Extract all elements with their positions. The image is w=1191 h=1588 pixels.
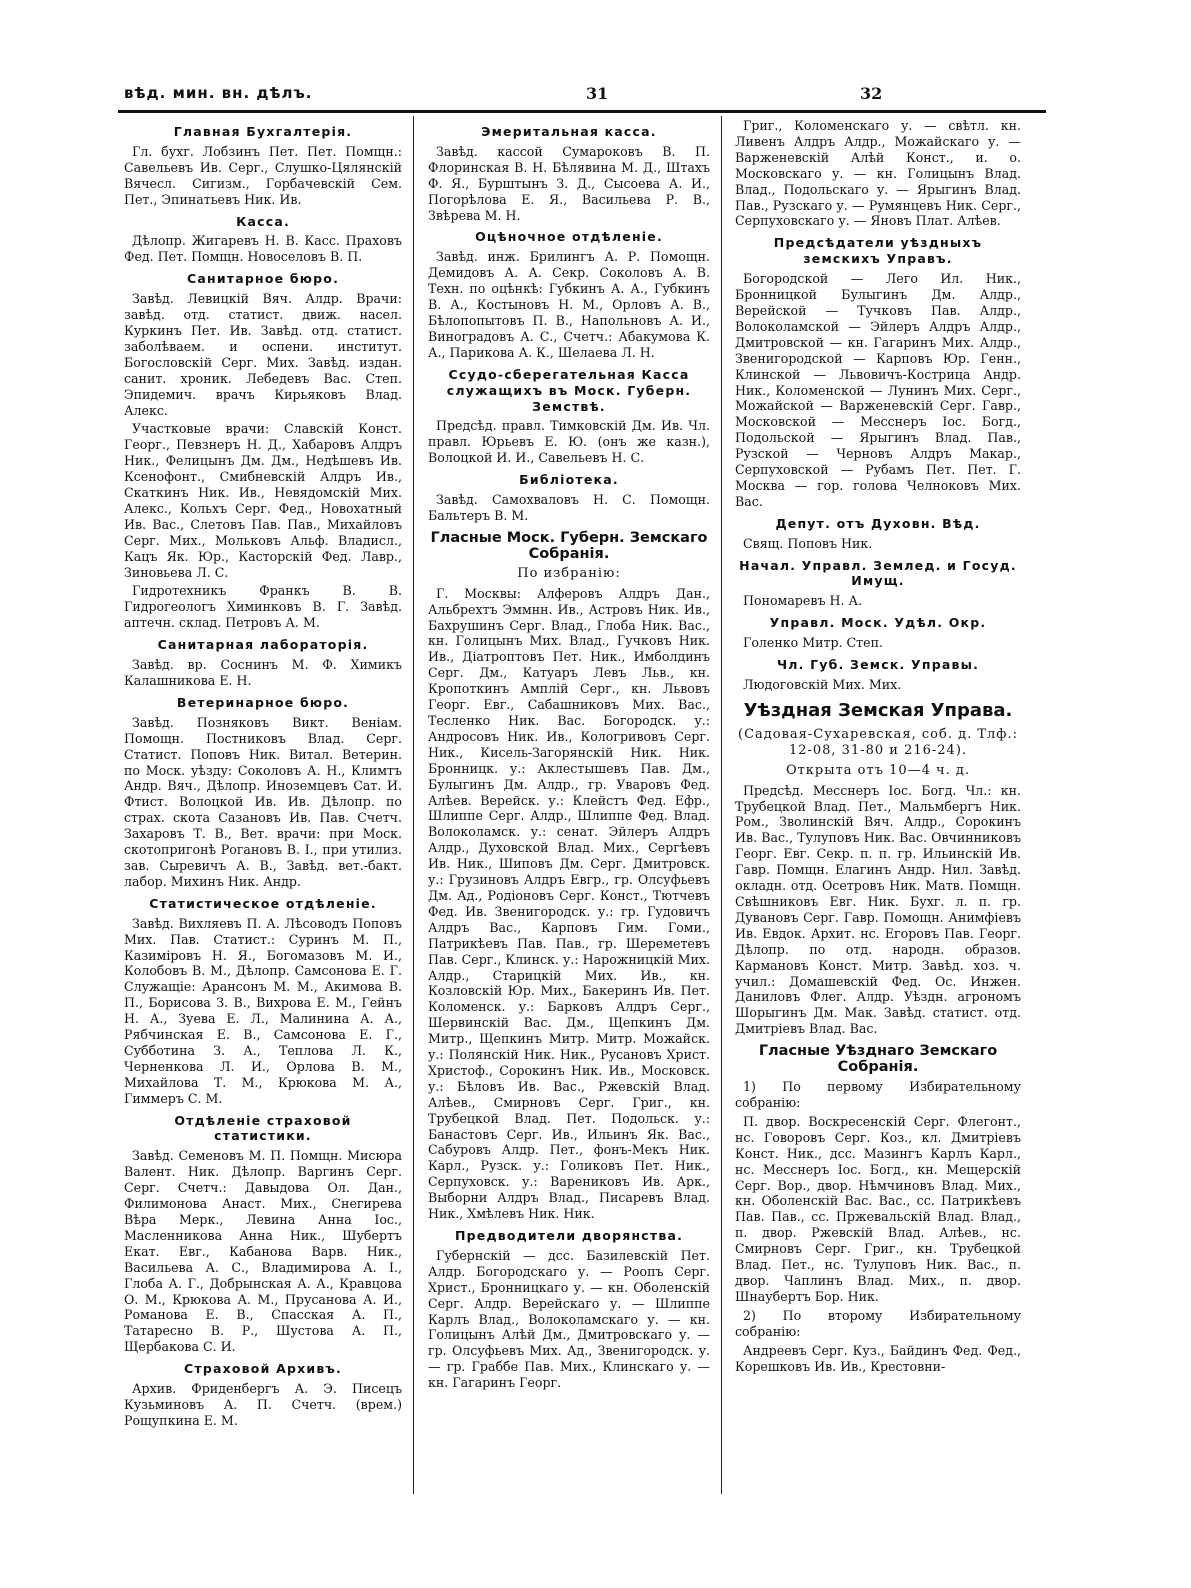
section-heading: Главная Бухгалтерія. [173, 124, 353, 139]
paragraph: П. двор. Воскресенскій Серг. Флегонт., нс. Говоровъ Серг. Коз., кл. Дмитріевъ Конст. Ник., дсс. Мазингъ Карлъ Карл., нс. Месснеръ Іос. Богд., кн. Мещерскій Серг. Вор., двор. Нѣмчиновъ Влад. Мих., кн. Оболенскій Вас. Вас., сс. Патрикѣевъ Пав. Пав., сс. Пржевальскій Влад. Влад., п. двор. Ржевскій Влад. Алѣев., нс. Смирновъ Серг. Григ., кн. Трубецкой Влад. Пет., нс. Тулуповъ Ник. Вас., п. двор. Чаплинъ Влад. Мих., п. двор. Шнаубертъ Бор. Ник. [735, 1113, 1021, 1304]
paragraph: Участковые врачи: Славскій Конст. Георг., Певзнеръ Н. Д., Хабаровъ Алдръ Ник., Фелицынъ Дм. Дм., Недѣшевъ Ив. Ксенофонт., Смибневскій Алдръ Ив., Скаткинъ Ник. Ив., Невядомскій Мих. Алекс., Кольхъ Серг. Фед., Новохатный Ив. Вас., Слетовъ Пав. Пав., Михайловъ Серг. Мих., Мольковъ Альф. Владисл., Кацъ Як. Юр., Касторскій Фед. Лавр., Зиновьева Л. С. [124, 421, 402, 580]
page-number-left: 31 [586, 84, 609, 103]
paragraph: Г. Москвы: Алферовъ Алдръ Дан., Альбрехтъ Эммнн. Ив., Астровъ Ник. Ив., Бахрушинъ Серг. Влад., Глоба Ник. Вас., кн. Голицынъ Мих. Влад., Гучковъ Ник. Ив., Діатроптовъ Пет. Ник., Имболдинъ Серг. Дм., Катуаръ Левъ Льв., кн. Кропоткинъ Амплій Серг., кн. Львовъ Георг. Евг., Сабашниковъ Мих. Вас., Тесленко Ник. Вас. Богородск. у.: Андросовъ Ник. Ив., Кологривовъ Серг. Ник., Кисель-Загорянскій Ник. Ник. Бронницк. у.: Аклестышевъ Пав. Дм., Булыгинъ Дм. Алдр., гр. Уваровъ Фед. Алѣев. Верейск. у.: Клейстъ Фед. Ефр., Шлиппе Серг. Алдр., Шлиппе Фед. Влад. Волоколамск. у.: сенат. Эйлеръ Алдръ Алдр., Духовской Влад. Мих., Сергѣевъ Ив. Ник., Шиповъ Дм. Серг. Дмитровск. у.: Грузиновъ Алдръ Евгр., гр. Олсуфьевъ Дм. Ад., Родіоновъ Серг. Конст., Тютчевъ Фед. Ив. Звенигородск. у.: гр. Гудовичъ Алдръ Вас., Карповъ Гим. Гоми., Патрикѣевъ Пав. Пав., гр. Шереметевъ Пав. Серг., Клинск. у.: Нарожницкій Мих. Алдр., Старицкій Мих. Ив., кн. Козловскій Юр. Мих., Бакеринъ Ив. Пет. Коломенск. у.: Барковъ Алдръ Серг., Шервинскій Вас. Дм., Щепкинъ Дм. Митр., Щепкинъ Митр. Митр. Можайск. у.: Полянскій Ник. Ник., Русановъ Христ. Христоф., Сорокинъ Ник. Ив., Московск. у.: Бѣловъ Ив. Вас., Ржевскій Влад. Алѣев., Смирновъ Серг. Григ., кн. Трубецкой Влад. Пет. Подольск. у.: Банастовъ Серг. Ив., Ильинъ Як. Вас., Сабуровъ Алдр. Пет., фонъ-Мекъ Ник. Карл., Рузск. у.: Голиковъ Пет. Ник., Серпуховск. у.: Варениковъ Ив. Арк., Выборни Алдръ Влад., Писаревъ Влад. Ник., Хмѣлевъ Ник. Ник. [428, 585, 710, 1222]
section-heading: Управл. Моск. Удѣл. Окр. [769, 615, 987, 631]
section-heading: Санитарная лабораторія. [157, 637, 369, 653]
paragraph: Григ., Коломенскаго у. — свѣтл. кн. Ливенъ Алдръ Алдр., Можайскаго у. — Варженевскій Алѣй Конст., и. о. Московскаго у. — кн. Голицынъ Влад. Влад., Подольскаго у. — Ярыгинъ Влад. Пав., Рузскаго у. — Румянцевъ Ник. Серг., Серпуховскаго у. — Яновъ Плат. Алѣев. [735, 118, 1021, 229]
paragraph: Голенко Митр. Степ. [743, 635, 884, 651]
page-number-right: 32 [860, 84, 883, 103]
paragraph: Завѣд. Самохваловъ Н. С. Помощн. Бальтеръ В. М. [428, 492, 710, 523]
text-column-2 [428, 118, 710, 1394]
paragraph: Гл. бухг. Лобзинъ Пет. Пет. Помщн.: Савельевъ Ив. Серг., Слушко-Цялянскій Вячесл. Сигизм., Горбачевскій Сем. Пет., Эпинатьевъ Ник. Ив. [124, 143, 402, 207]
paragraph: Дѣлопр. Жигаревъ Н. В. Касс. Праховъ Фед. Пет. Помщн. Новоселовъ В. П. [124, 233, 402, 265]
section-heading: Предсѣдатели уѣздныхъ земскихъ Управъ. [773, 235, 983, 267]
running-header [118, 82, 1046, 113]
text-column-3 [735, 118, 1021, 1377]
subheading: По избранію: [517, 565, 621, 581]
paragraph: 1) По первому Избирательному собранію: [735, 1079, 1021, 1111]
section-heading: Библіотека. [519, 472, 619, 488]
paragraph: 2) По второму Избирательному собранію: [735, 1307, 1021, 1339]
section-heading: Оцѣночное отдѣленіе. [475, 229, 663, 245]
section-heading: Эмеритальная касса. [481, 124, 657, 139]
paragraph: Андреевъ Серг. Куз., Байдинъ Фед. Фед., Корешковъ Ив. Ив., Крестовни- [735, 1342, 1021, 1374]
section-heading: Касса. [236, 213, 290, 229]
paragraph: Завѣд. Позняковъ Викт. Веніам. Помощн. Постниковъ Влад. Серг. Статист. Поповъ Ник. Витал. Ветерин. по Моск. уѣзду: Соколовъ А. Н., Климтъ Андр. Вяч., Дѣлопр. Иноземцевъ Сат. И. Фтист. Волоцкой Ив. Ив. Дѣлопр. по страх. скота Сазановъ Ив. Пав. Счетч. Захаровъ Т. В., Вет. врачи: при Моск. скотопригонѣ Рогановъ В. I., при утилиз. зав. Сыревичъ А. В., Завѣд. вет.-бакт. лабор. Михинъ Ник. Андр. [124, 714, 402, 889]
section-heading: Ветеринарное бюро. [176, 694, 350, 710]
paragraph: Завѣд. Вихляевъ П. А. Лѣсоводъ Поповъ Мих. Пав. Статист.: Суринъ М. П., Казиміровъ Н. Я., Богомазовъ М. И., Колобовъ В. М., Дѣлопр. Самсонова Е. Г. Служащіе: Арансонъ М. М., Акимова В. П., Борисова З. В., Вихрова Е. М., Гейнъ Н. А., Зуева Е. Л., Малинина А. А., Рябчинская Е. В., Самсонова Е. Г., Субботина З. А., Теплова Л. К., Черненкова Л. И., Орлова В. М., Михайлова Т. М., Крюкова М. А., Гиммеръ С. М. [124, 915, 402, 1106]
section-heading: Страховой Архивъ. [184, 1361, 342, 1377]
text-column-1 [124, 118, 402, 1432]
major-heading: Гласные Уѣзднаго Земскаго Собранія. [758, 1043, 998, 1076]
paragraph: Архив. Фриденбергъ А. Э. Писецъ Кузьминовъ А. П. Счетч. (врем.) Рощупкина Е. М. [124, 1381, 402, 1428]
major-heading: Гласные Моск. Губерн. Земскаго Собранія. [430, 529, 708, 562]
section-heading: Отдѣленіе страховой статистики. [174, 1112, 352, 1144]
paragraph: Людоговскій Мих. Мих. [743, 677, 902, 692]
paragraph: Губернскій — дсс. Базилевскій Пет. Алдр. Богородскаго у. — Роопъ Серг. Христ., Бронницкаго у. — кн. Оболенскій Серг. Алдр. Верейскаго у. — Шлиппе Карлъ Влад., Волоколамскаго у. — кн. Голицынъ Алѣй Дм., Дмитровскаго у. — гр. Олсуфьевъ Мих. Ад., Звенигородск. у. — гр. Граббе Пав. Мих., Клинскаго у. — кн. Гагаринъ Георг. [428, 1247, 710, 1391]
subheading: Открыта отъ 10—4 ч. д. [785, 762, 971, 778]
subheading: (Садовая-Сухаревская, соб. д. Тлф.: 12-08, 31-80 и 216-24). [738, 726, 1018, 758]
running-title: вѣд. мин. вн. дѣлъ. [124, 84, 313, 102]
paragraph: Завѣд. кассой Сумароковъ В. П. Флоринская В. Н. Бѣлявина М. Д., Штахъ Ф. Я., Бурштынъ З. Д., Сысоева А. И., Погорѣлова Е. Я., Васильева Р. В., Звѣрева М. Н. [428, 143, 710, 223]
title-heading: Уѣздная Земская Управа. [743, 699, 1013, 721]
section-heading: Депут. отъ Духовн. Вѣд. [775, 515, 981, 531]
paragraph: Предсѣд. Месснеръ Іос. Богд. Чл.: кн. Трубецкой Влад. Пет., Мальмбергъ Ник. Ром., Зволинскій Вяч. Алдр., Сорокинъ Ив. Вас., Тулуповъ Ник. Вас. Овчинниковъ Георг. Евг. Секр. п. п. гр. Ильинскій Ив. Гавр. Помщн. Елагинъ Андр. Нил. Завѣд. окладн. отд. Осетровъ Ник. Матв. Помщн. Свѣшниковъ Евг. Ник. Бухг. л. п. гр. Дувановъ Серг. Гавр. Помощн. Анимфіевъ Ив. Евдок. Архит. нс. Егоровъ Пав. Георг. Дѣлопр. по отд. народн. образов. Кармановъ Конст. Митр. Завѣд. хоз. ч. учил.: Домашевскій Фед. Ос. Инжен. Даниловъ Флег. Алдр. Уѣздн. агрономъ Шорыгинъ Дм. Мак. Завѣд. статист. отд. Дмитріевъ Влад. Вас. [735, 782, 1021, 1037]
section-heading: Начал. Управл. Землед. и Госуд. Имущ. [739, 557, 1017, 589]
paragraph: Завѣд. Семеновъ М. П. Помщн. Мисюра Валент. Ник. Дѣлопр. Варгинъ Серг. Серг. Счетч.: Давыдова Ол. Дан., Филимонова Анаст. Мих., Снегирева Вѣра Мерк., Левина Анна Іос., Масленникова Анна Ник., Шубертъ Екат. Евг., Кабанова Варв. Ник., Васильева А. С., Владимирова А. І., Глоба А. Г., Добрынская А. А., Кравцова О. М., Крюкова А. М., Прусанова А. И., Романова Е. В., Спасская А. П., Татаресно В. Р., Шустова А. П., Щербакова С. И. [124, 1148, 402, 1355]
section-heading: Предводители дворянства. [454, 1228, 684, 1243]
paragraph: Завѣд. инж. Брилингъ А. Р. Помощн. Демидовъ А. А. Секр. Соколовъ А. В. Техн. по оцѣнкѣ: Губкинъ А. А., Губкинъ В. А., Костыновъ Н. М., Орловъ А. В., Бѣлопопытовъ П. В., Напольновъ А. И., Виноградовъ А. С., Счетч.: Абакумова К. А., Парикова А. К., Шелаева Л. Н. [428, 249, 710, 360]
section-heading: Статистическое отдѣленіе. [149, 895, 377, 911]
paragraph: Предсѣд. правл. Тимковскій Дм. Ив. Чл. правл. Юрьевъ Е. Ю. (онъ же казн.), Волоцкой И. И., Савельевъ Н. С. [428, 418, 710, 466]
paragraph: Пономаревъ Н. А. [743, 593, 862, 609]
paragraph: Завѣд. Левицкій Вяч. Алдр. Врачи: завѣд. отд. статист. движ. насел. Куркинъ Пет. Ив. Завѣд. отд. статист. заболѣваем. и оспени. институт. Богословскій Серг. Мих. Завѣд. издан. санит. хроник. Лебедевъ Вас. Степ. Эпидемич. врачъ Кирьяковъ Влад. Алекс. [124, 291, 402, 418]
paragraph: Гидротехникъ Франкъ В. В. Гидрогеологъ Химинковъ В. Г. Завѣд. аптечн. склад. Петровъ А. М. [124, 583, 402, 631]
section-heading: Чл. Губ. Земск. Управы. [776, 657, 980, 673]
section-heading: Ссудо-сберегательная Касса служащихъ въ Моск. Губерн. Земствѣ. [446, 366, 692, 414]
paragraph: Богородской — Лего Ил. Ник., Бронницкой Булыгинъ Дм. Алдр., Верейской — Тучковъ Пав. Алдр., Волоколамской — Эйлеръ Алдръ Алдр., Дмитровской — кн. Гагаринъ Мих. Алдр., Звенигородской — Карповъ Юр. Генн., Клинской — Львовичъ-Кострица Андр. Ник., Коломенской — Лунинъ Мих. Серг., Можайской — Варженевскій Серг. Гавр., Московской — Месснеръ Іос. Богд., Подольской — Ярыгинъ Влад. Пав., Рузской — Черновъ Алдръ Макар., Серпуховской — Рубамъ Пет. Пет. Г. Москва — гор. голова Челноковъ Мих. Вас. [735, 271, 1021, 509]
paragraph: Завѣд. вр. Соснинъ М. Ф. Химикъ Калашникова Е. Н. [124, 657, 402, 688]
section-heading: Санитарное бюро. [186, 271, 340, 287]
column-rule-1 [413, 116, 414, 1494]
paragraph: Свящ. Поповъ Ник. [743, 535, 873, 551]
column-rule-2 [721, 116, 722, 1494]
